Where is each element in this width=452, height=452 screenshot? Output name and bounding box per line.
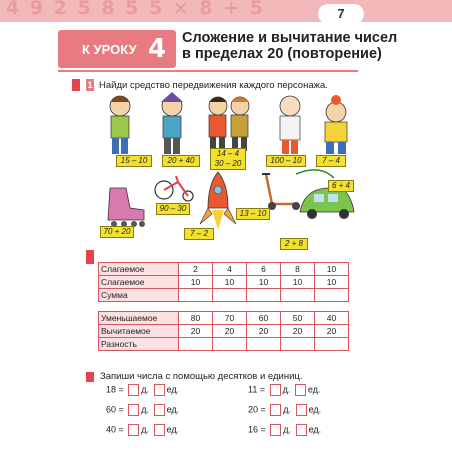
tens-input[interactable]	[128, 424, 139, 436]
title-line-2: в пределах 20 (повторение)	[182, 46, 382, 62]
title-line-1: Сложение и вычитание чисел	[182, 30, 398, 46]
table-cell: 50	[281, 312, 315, 325]
answer-cell[interactable]	[213, 289, 247, 302]
character-1-label: 15 – 10	[116, 155, 152, 167]
tens-input[interactable]	[128, 384, 139, 396]
number-label: 18 =	[106, 384, 124, 395]
ones-input[interactable]	[154, 384, 165, 396]
task-2-marker	[86, 250, 94, 264]
answer-cell[interactable]	[247, 338, 281, 351]
unit-tens: д.	[141, 384, 150, 395]
number-label: 20 =	[248, 404, 266, 415]
vehicle-rocket-label: 7 – 2	[184, 228, 214, 240]
table-cell: 70	[213, 312, 247, 325]
unit-ones: ед.	[166, 424, 180, 435]
task-3-text: Запиши числа с помощью десятков и единиц.	[100, 371, 303, 382]
subtraction-table	[98, 311, 349, 351]
rocket-icon	[200, 172, 236, 230]
page-title	[182, 30, 397, 62]
table-cell: 10	[315, 263, 349, 276]
car-icon	[300, 188, 354, 219]
tricycle-icon	[155, 176, 193, 201]
table-cell: 20	[213, 325, 247, 338]
row-label: Уменьшаемое	[99, 312, 179, 325]
table-cell: 8	[281, 263, 315, 276]
unit-tens: д.	[283, 424, 292, 435]
table-cell: 20	[179, 325, 213, 338]
row-label: Слагаемое	[99, 263, 179, 276]
lesson-prefix: К УРОКУ	[82, 42, 137, 57]
decompose-row-left-1	[106, 384, 179, 396]
tens-input[interactable]	[270, 384, 281, 396]
table-cell: 10	[281, 276, 315, 289]
table-cell: 20	[281, 325, 315, 338]
unit-ones: ед.	[308, 404, 322, 415]
character-4-figure	[280, 96, 300, 154]
answer-cell[interactable]	[315, 289, 349, 302]
answer-cell[interactable]	[315, 338, 349, 351]
ones-input[interactable]	[296, 404, 307, 416]
table-cell: 4	[213, 263, 247, 276]
tens-input[interactable]	[270, 404, 281, 416]
unit-ones: ед.	[166, 384, 180, 395]
answer-cell[interactable]	[179, 338, 213, 351]
unit-tens: д.	[141, 404, 150, 415]
title-divider	[58, 70, 358, 72]
character-3-label: 14 – 4 30 – 20	[210, 148, 246, 170]
task-1-number: 1	[87, 80, 93, 90]
number-label: 11 =	[248, 384, 266, 395]
tens-input[interactable]	[128, 404, 139, 416]
arrow-icon	[296, 170, 334, 178]
decorative-digits: 4 9 2 5 8 5 5 × 8 + 5	[6, 0, 265, 19]
unit-tens: д.	[283, 404, 292, 415]
unit-tens: д.	[282, 384, 291, 395]
table-row	[99, 312, 349, 325]
vehicles-illustration	[100, 168, 360, 248]
table-row	[99, 325, 349, 338]
character-5-label: 7 – 4	[316, 155, 346, 167]
lesson-number: 4	[148, 34, 167, 64]
table-row	[99, 276, 349, 289]
decompose-row-left-2	[106, 404, 179, 416]
character-2-label: 20 + 40	[162, 155, 200, 167]
number-label: 40 =	[106, 424, 124, 435]
table-row	[99, 263, 349, 276]
unit-tens: д.	[141, 424, 150, 435]
page-number: 7	[318, 4, 364, 24]
vehicle-car-second-label: 2 + 8	[280, 238, 308, 250]
character-5-figure	[325, 95, 347, 154]
vehicle-scooter-label: 13 – 10	[236, 208, 270, 220]
decompose-row-right-1	[248, 384, 320, 396]
tens-input[interactable]	[270, 424, 281, 436]
answer-cell[interactable]	[281, 338, 315, 351]
ones-input[interactable]	[296, 424, 307, 436]
unit-ones: ед.	[307, 384, 321, 395]
table-cell: 10	[247, 276, 281, 289]
table-cell: 40	[315, 312, 349, 325]
row-label: Вычитаемое	[99, 325, 179, 338]
unit-ones: ед.	[308, 424, 322, 435]
table-cell: 60	[247, 312, 281, 325]
number-label: 16 =	[248, 424, 266, 435]
task-marker	[72, 79, 80, 91]
table-cell: 20	[315, 325, 349, 338]
row-label: Сумма	[99, 289, 179, 302]
task-3-marker	[86, 372, 94, 382]
vehicle-tricycle-label: 90 – 30	[156, 203, 190, 215]
table-cell: 10	[315, 276, 349, 289]
number-label: 60 =	[106, 404, 124, 415]
task-1-text: Найди средство передвижения каждого персонажа.	[99, 80, 328, 91]
answer-cell[interactable]	[281, 289, 315, 302]
addition-table	[98, 262, 349, 302]
answer-cell[interactable]	[247, 289, 281, 302]
decompose-row-left-3	[106, 424, 179, 436]
vehicle-car-label: 6 + 4	[328, 180, 354, 192]
ones-input[interactable]	[295, 384, 306, 396]
table-cell: 20	[247, 325, 281, 338]
lesson-badge	[58, 30, 176, 68]
character-2-figure	[161, 92, 183, 154]
unit-ones: ед.	[166, 404, 180, 415]
scooter-icon	[262, 174, 300, 210]
character-1-figure	[110, 96, 130, 154]
character-4-label: 100 – 10	[266, 155, 306, 167]
answer-cell[interactable]	[179, 289, 213, 302]
roller-skate-icon	[108, 188, 145, 227]
table-cell: 2	[179, 263, 213, 276]
vehicle-roller-skate-label: 70 + 20	[100, 226, 134, 238]
table-cell: 10	[179, 276, 213, 289]
table-cell: 80	[179, 312, 213, 325]
row-label: Разность	[99, 338, 179, 351]
ones-input[interactable]	[154, 424, 165, 436]
ones-input[interactable]	[154, 404, 165, 416]
table-row	[99, 289, 349, 302]
table-cell: 6	[247, 263, 281, 276]
answer-cell[interactable]	[213, 338, 247, 351]
character-3-figure	[209, 97, 249, 151]
table-cell: 10	[213, 276, 247, 289]
table-row	[99, 338, 349, 351]
decompose-row-right-3	[248, 424, 321, 436]
decompose-row-right-2	[248, 404, 321, 416]
row-label: Слагаемое	[99, 276, 179, 289]
header-band	[0, 0, 452, 22]
